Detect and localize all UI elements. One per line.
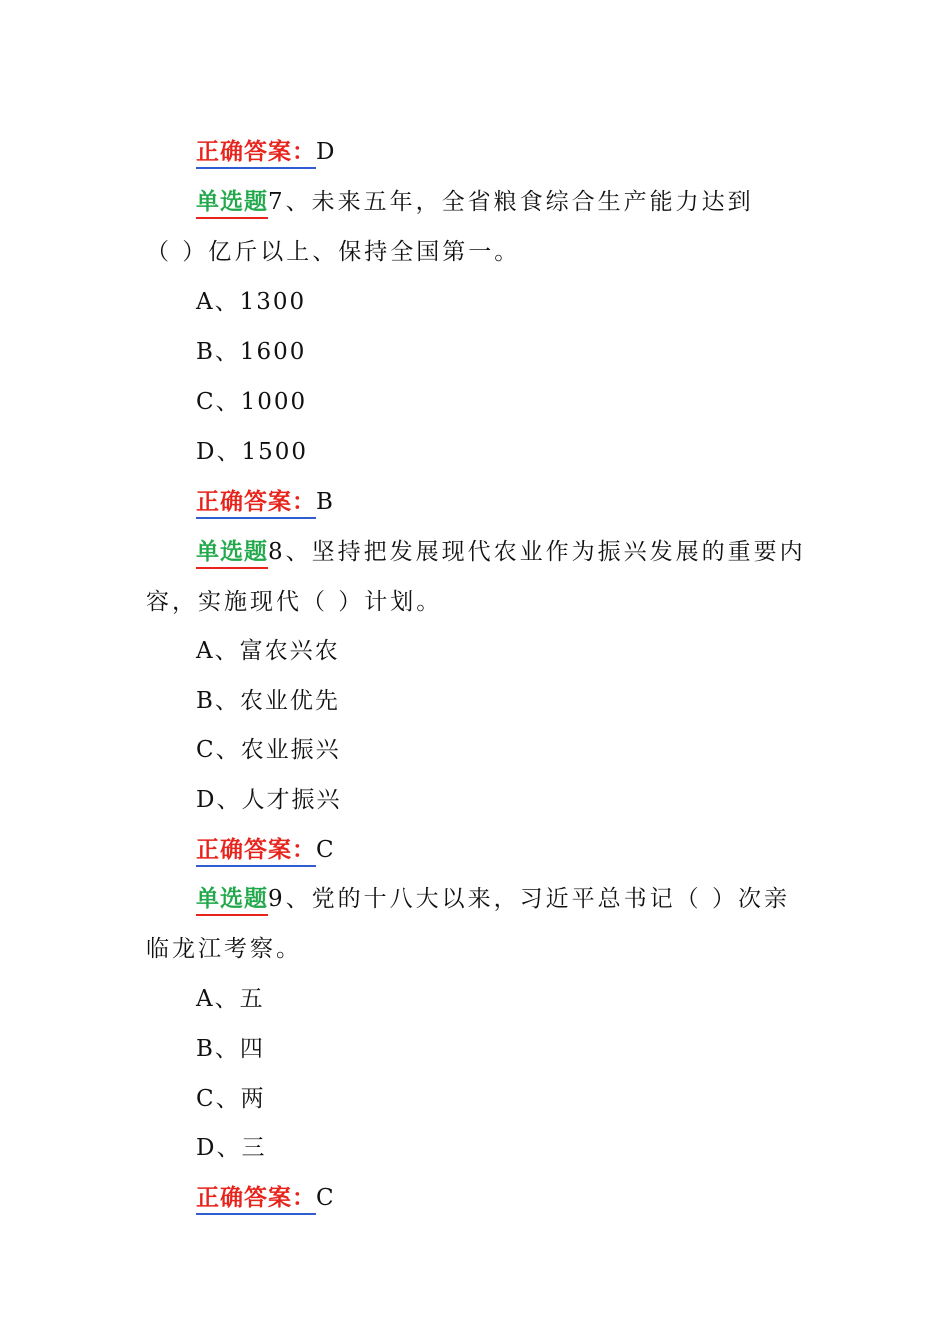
question-7-text: 7、未来五年，全省粮食综合生产能力达到	[268, 189, 754, 215]
question-9-line-1	[196, 884, 790, 914]
question-7-option-d: D、1500	[196, 439, 308, 465]
question-7-option-b: B、1600	[196, 339, 307, 365]
answer-line-q9	[196, 1183, 334, 1213]
question-9-option-d: D、三	[196, 1135, 267, 1161]
question-type-label: 单选题	[196, 539, 268, 569]
answer-value: C	[316, 1185, 334, 1211]
answer-label: 正确答案：	[196, 1185, 316, 1215]
question-8-option-a: A、富农兴农	[196, 638, 340, 664]
answer-label: 正确答案：	[196, 837, 316, 867]
question-9-option-b: B、四	[196, 1036, 265, 1062]
question-8-text: 8、坚持把发展现代农业作为振兴发展的重要内	[268, 539, 806, 565]
answer-value: C	[316, 837, 334, 863]
question-8-option-c: C、农业振兴	[196, 737, 341, 763]
question-7-line-1	[196, 187, 754, 217]
question-9-text: 9、党的十八大以来，习近平总书记（ ）次亲	[268, 886, 790, 912]
answer-label: 正确答案：	[196, 489, 316, 519]
question-9-option-a: A、五	[196, 986, 265, 1012]
question-7-option-c: C、1000	[196, 389, 308, 415]
answer-value: D	[316, 139, 335, 165]
answer-line-q7	[196, 487, 333, 517]
question-9-line-2: 临龙江考察。	[146, 936, 302, 962]
question-9-option-c: C、两	[196, 1086, 266, 1112]
answer-line-q8	[196, 835, 334, 865]
question-8-line-2: 容，实施现代（ ）计划。	[146, 589, 443, 615]
question-8-option-d: D、人才振兴	[196, 787, 342, 813]
question-type-label: 单选题	[196, 886, 268, 916]
question-type-label: 单选题	[196, 189, 268, 219]
answer-line-prev	[196, 137, 334, 167]
question-7-option-a: A、1300	[196, 289, 307, 315]
question-7-line-2: （ ）亿斤以上、保持全国第一。	[146, 239, 521, 265]
answer-label: 正确答案：	[196, 139, 316, 169]
question-8-option-b: B、农业优先	[196, 688, 340, 714]
answer-value: B	[316, 489, 333, 515]
question-8-line-1	[196, 537, 806, 567]
